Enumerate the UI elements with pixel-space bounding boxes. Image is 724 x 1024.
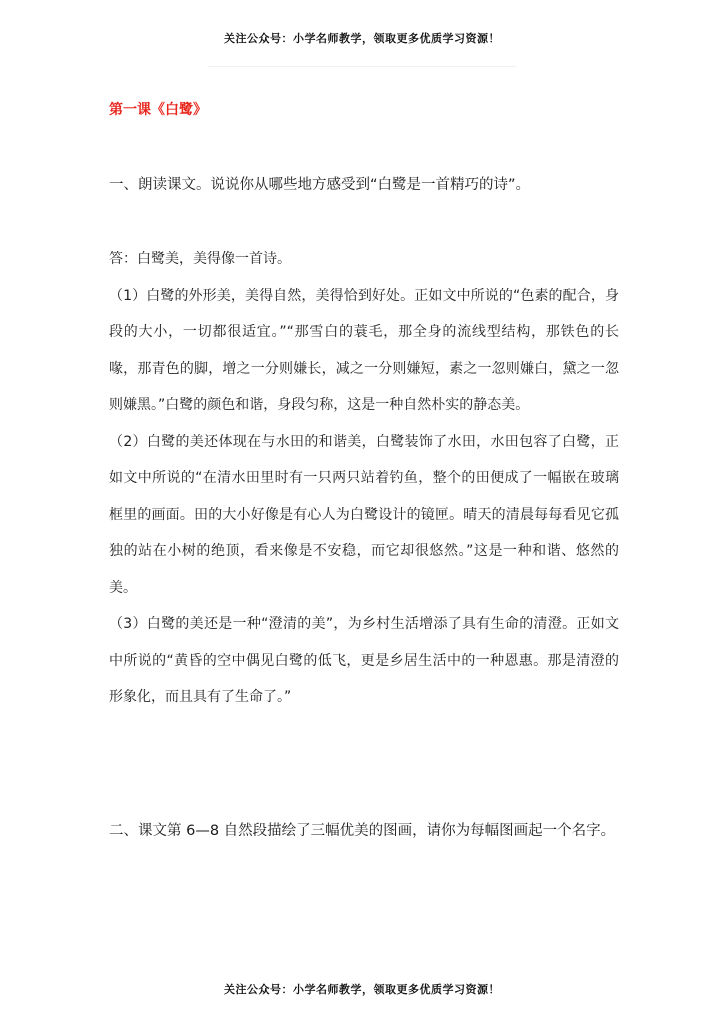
question-2: 二、课文第 6—8 自然段描绘了三幅优美的图画，请你为每幅图画起一个名字。 [109,823,616,839]
answer-intro: 答：白鹭美，美得像一首诗。 [109,251,291,267]
answer-block [109,241,619,716]
header-divider [208,66,516,67]
answer-paragraph-3: （3）白鹭的美还是一种“澄清的美”，为乡村生活增添了具有生命的清澄。正如文中所说的“黄昏的空中偶见白鹭的低飞，更是乡居生活中的一种恩惠。那是清澄的形象化，而且具有了生命了。” [109,616,619,705]
page-footer: 关注公众号：小学名师教学，领取更多优质学习资源！ [224,983,500,996]
answer-paragraph-1: （1）白鹭的外形美，美得自然，美得恰到好处。正如文中所说的“色素的配合，身段的大小，一切都很适宜。”“那雪白的蓑毛，那全身的流线型结构，那铁色的长喙，那青色的脚，增之一分则嫌长，减之一分则嫌短，素之一忽则嫌白，黛之一忽则嫌黑。”白鹭的颜色和谐，身段匀称，这是一种自然朴实的静态美。 [109,287,619,413]
lesson-title: 第一课《白鹭》 [109,102,207,118]
question-1: 一、朗读课文。说说你从哪些地方感受到“白鹭是一首精巧的诗”。 [109,177,531,193]
answer-paragraph-2: （2）白鹭的美还体现在与水田的和谐美，白鹭装饰了水田，水田包容了白鹭，正如文中所说的“在清水田里时有一只两只站着钓鱼，整个的田便成了一幅嵌在玻璃框里的画面。田的大小好像是有心人为白鹭设计的镜匣。晴天的清晨每每看见它孤独的站在小树的绝顶，看来像是不安稳，而它却很悠然。”这是一种和谐、悠然的美。 [109,433,619,596]
page-header: 关注公众号：小学名师教学，领取更多优质学习资源！ [224,32,500,45]
